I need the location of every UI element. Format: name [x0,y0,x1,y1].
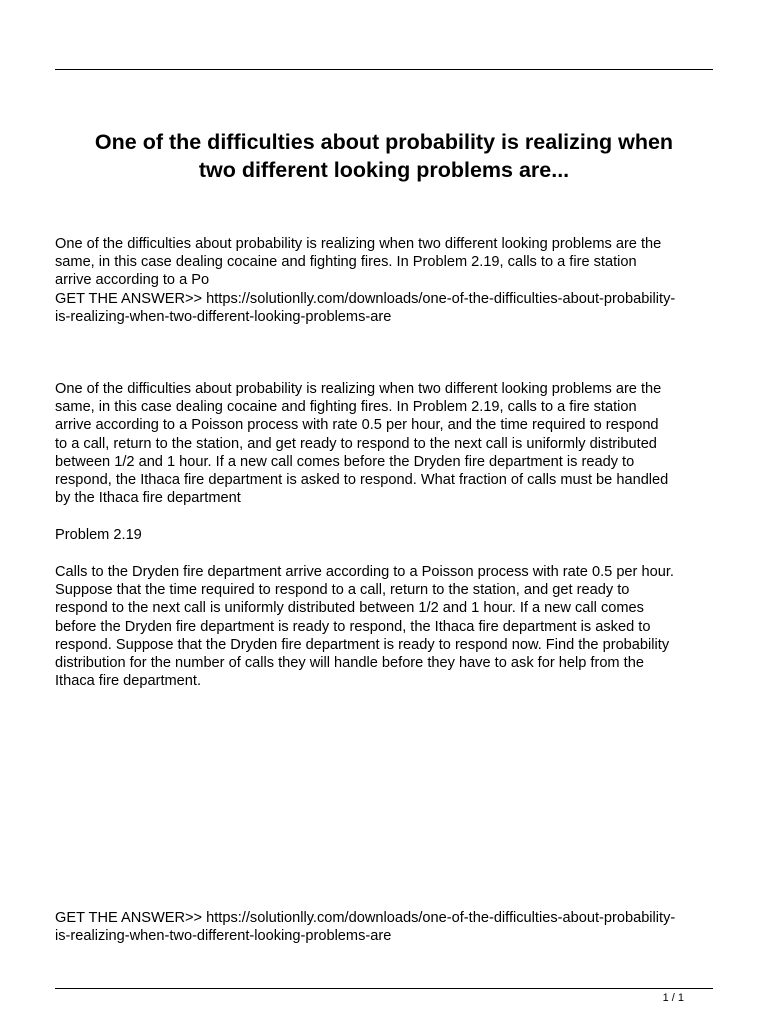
document-title: One of the difficulties about probability is realizing when two different looking problems are... [94,130,674,182]
footer-divider [55,988,713,989]
problem-paragraph: Calls to the Dryden fire department arrive according to a Poisson process with rate 0.5 per hour. Suppose that the time required to respond to a call, return to the station, and get ready to respond to the next call is uniformly distributed between 1/2 and 1 hour. If a new call comes before the Dryden fire department is ready to respond, the Ithaca fire department is asked to respond. Suppose that the Dryden fire department is ready to respond now. Find the probability distribution for the number of calls they will handle before they have to ask for help from the Ithaca fire department. [55,564,674,690]
body-paragraph: One of the difficulties about probability is realizing when two different looking problems are the same, in this case dealing cocaine and fighting fires. In Problem 2.19, calls to a fire station arrive according to a Poisson process with rate 0.5 per hour, and the time required to respond to a call, return to the station, and get ready to respond to the next call is uniformly distributed between 1/2 and 1 hour. If a new call comes before the Dryden fire department is ready to respond, the Ithaca fire department is asked to respond. What fraction of calls must be handled by the Ithaca fire department [55,381,669,507]
problem-heading: Problem 2.19 [55,527,142,543]
page-number: 1 / 1 [662,992,684,1004]
answer-link[interactable]: GET THE ANSWER>> https://solutionlly.com/downloads/one-of-the-difficulties-about-probability- is-realizing-when-two-different-looking-problems-are [55,910,676,945]
header-divider [55,69,713,70]
intro-paragraph: One of the difficulties about probability is realizing when two different looking problems are the same, in this case dealing cocaine and fighting fires. In Problem 2.19, calls to a fire station arrive according to a Po GET THE ANSWER>> https://solutionlly.com/downloads/one-of-the-difficulties-about-probability- is-realizing-when-two-different-looking-problems-are [55,236,676,325]
